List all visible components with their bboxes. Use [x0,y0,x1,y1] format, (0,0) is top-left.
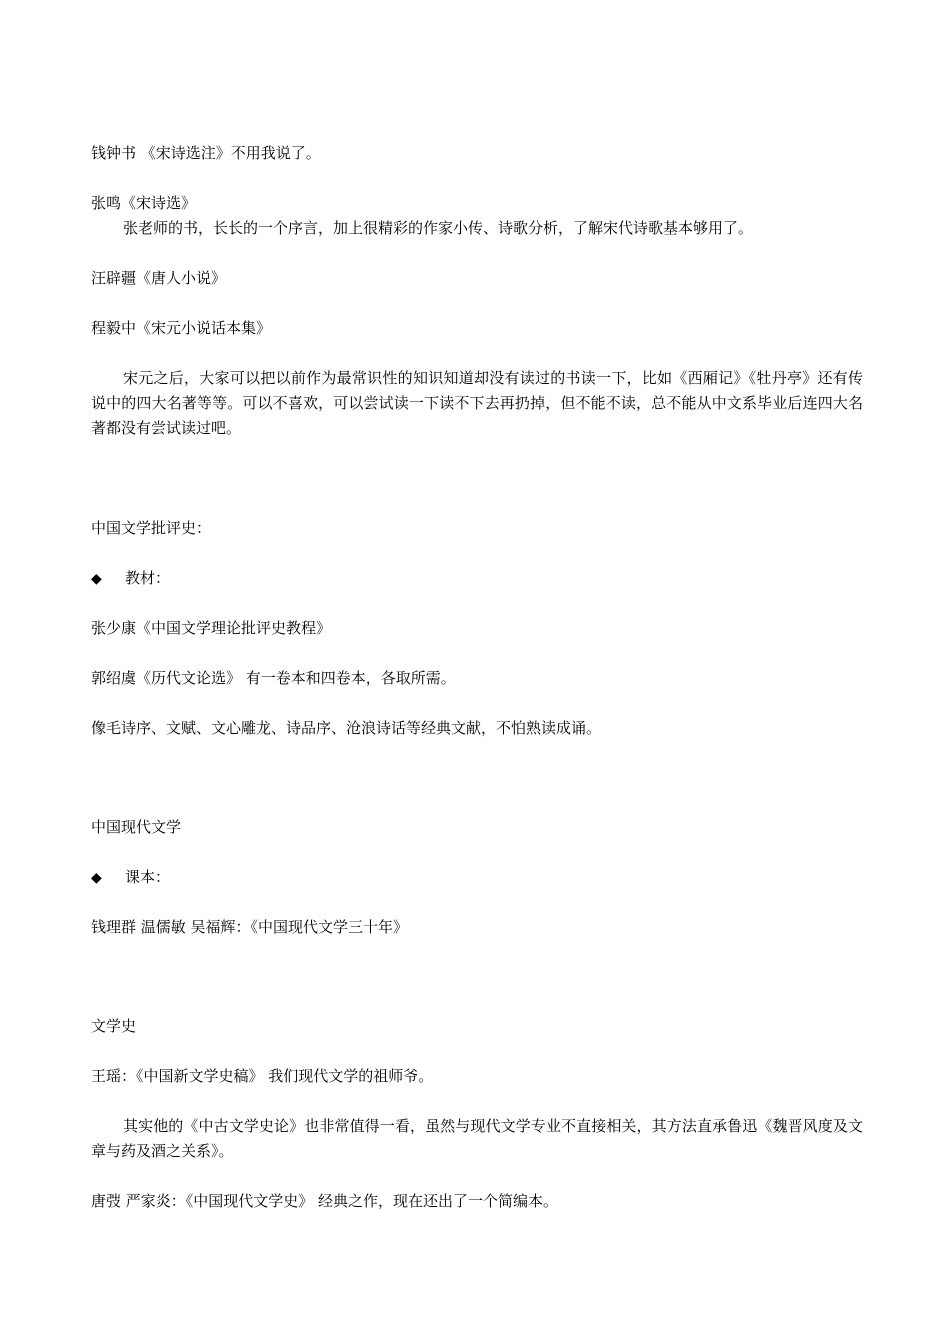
section-heading: 文学史 [91,1017,137,1035]
bullet-text: 教材： [125,569,171,587]
text-line: 郭绍虞《历代文论选》 有一卷本和四卷本，各取所需。 [91,669,456,687]
text-line: 钱钟书 《宋诗选注》不用我说了。 [91,144,321,162]
text-line: 汪辟疆《唐人小说》 [91,269,227,287]
text-line: 王瑶：《中国新文学史稿》 我们现代文学的祖师爷。 [91,1067,434,1085]
paragraph: 其实他的《中古文学史论》也非常值得一看，虽然与现代文学专业不直接相关，其方法直承鲁迅《魏晋风度及文章与药及酒之关系》。 [91,1117,863,1160]
text-line: 程毅中《宋元小说话本集》 [91,319,272,337]
diamond-bullet-icon: ◆ [91,870,102,886]
text-line: 张少康《中国文学理论批评史教程》 [91,619,332,637]
diamond-bullet-icon: ◆ [91,571,102,587]
bullet-item [91,566,170,592]
text-line: 像毛诗序、文赋、文心雕龙、诗品序、沧浪诗话等经典文献，不怕熟读成诵。 [91,719,602,737]
bullet-text: 课本： [125,868,171,886]
text-line: 钱理群 温儒敏 吴福辉：《中国现代文学三十年》 [91,918,409,936]
text-line: 张鸣《宋诗选》 [91,194,197,212]
bullet-item [91,865,170,891]
text-line: 唐弢 严家炎：《中国现代文学史》 经典之作，现在还出了一个简编本。 [91,1192,559,1210]
text-line: 张老师的书，长长的一个序言，加上很精彩的作家小传、诗歌分析，了解宋代诗歌基本够用了。 [123,219,754,237]
section-heading: 中国文学批评史： [91,519,212,537]
section-heading: 中国现代文学 [91,818,182,836]
paragraph: 宋元之后，大家可以把以前作为最常识性的知识知道却没有读过的书读一下，比如《西厢记》《牡丹亭》还有传说中的四大名著等等。可以不喜欢，可以尝试读一下读不下去再扔掉，但不能不读，总不能从中文系毕业后连四大名著都没有尝试读过吧。 [91,369,863,437]
